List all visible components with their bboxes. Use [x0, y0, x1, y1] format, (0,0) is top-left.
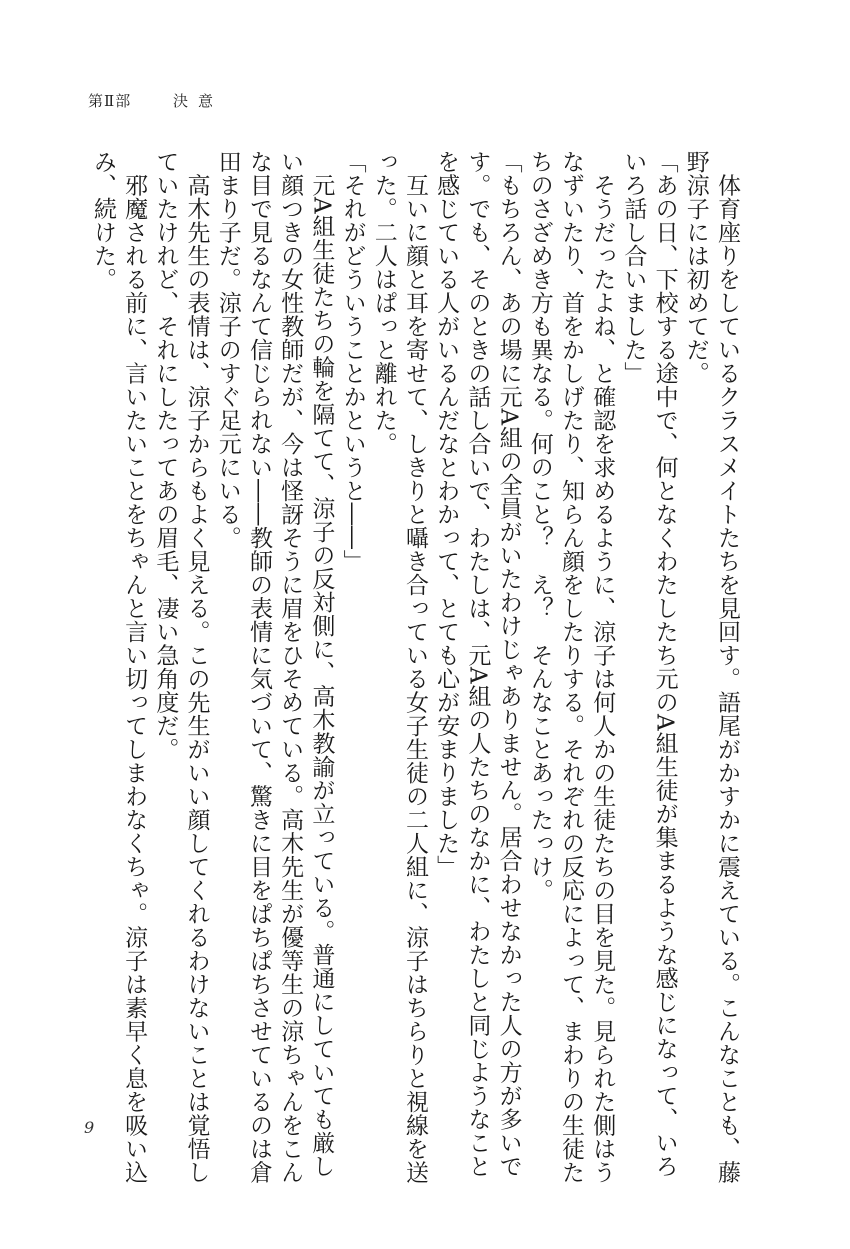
text-column: 邪魔される前に、言いたいことをちゃんと言い切ってしまわなくちゃ。涼子は素早く息を吸い込	[121, 150, 148, 1184]
text-column: 「あの日、下校する途中で、何となくわたしたち元のA組生徒が集まるような感じになって、いろ	[651, 150, 678, 1178]
text-column: った。二人はぱっと離れた。	[370, 150, 397, 456]
body-text	[87, 150, 742, 1184]
text-column: 元A組生徒たちの輪を隔てて、涼子の反対側に、高木教諭が立っている。普通にしていても厳し	[308, 150, 335, 1178]
text-column: ちのさざめき方も異なる。何のこと？ え？ そんなことあったっけ。	[526, 150, 553, 902]
text-column: 体育座りをしているクラスメイトたちを見回す。語尾がかすかに震えている。こんなことも、藤	[714, 150, 740, 1184]
text-column: 互いに顔と耳を寄せて、しきりと囁き合っている女子生徒の二人組に、涼子はちらりと視線を送	[401, 150, 428, 1184]
page-number: 9	[84, 1118, 95, 1137]
text-column: なずいたり、首をかしげたり、知らん顔をしたりする。それぞれの反応によって、まわりの生徒た	[557, 150, 584, 1184]
text-column: を感じている人がいるんだなとわかって、とても心が安まりました」	[433, 150, 460, 879]
text-column: ていたけれど、それにしたってあの眉毛、凄い急角度だ。	[152, 150, 179, 761]
text-column: 「それがどういうことかというと――」	[339, 150, 366, 573]
part-title: 第Ⅱ部	[88, 92, 132, 110]
text-column: い顔つきの女性教師だが、今は怪訝そうに眉をひそめている。高木先生が優等生の涼ちゃんをこん	[277, 150, 304, 1184]
text-column: み、続けた。	[89, 150, 116, 291]
running-head	[88, 90, 223, 111]
text-column: な目で見るなんて信じられない――教師の表情に気づいて、驚きに目をぱちぱちさせているのは倉	[245, 150, 272, 1184]
text-column: 田まり子だ。涼子のすぐ足元にいる。	[214, 150, 241, 550]
text-column: 高木先生の表情は、涼子からもよく見える。この先生がいい顔してくれるわけないことは覚悟し	[183, 150, 210, 1184]
chapter-title: 決意	[172, 92, 223, 110]
text-column: いろ話し合いました」	[620, 150, 647, 385]
text-column: す。でも、そのときの話し合いで、わたしは、元A組の人たちのなかに、わたしと同じようなこと	[464, 150, 491, 1178]
text-column: そうだったよね、と確認を求めるように、涼子は何人かの生徒たちの目を見た。見られた側はう	[589, 150, 616, 1184]
text-column: 野涼子には初めてだ。	[682, 150, 709, 385]
text-column: 「もちろん、あの場に元A組の全員がいたわけじゃありません。居合わせなかった人の方が多いで	[495, 150, 522, 1178]
